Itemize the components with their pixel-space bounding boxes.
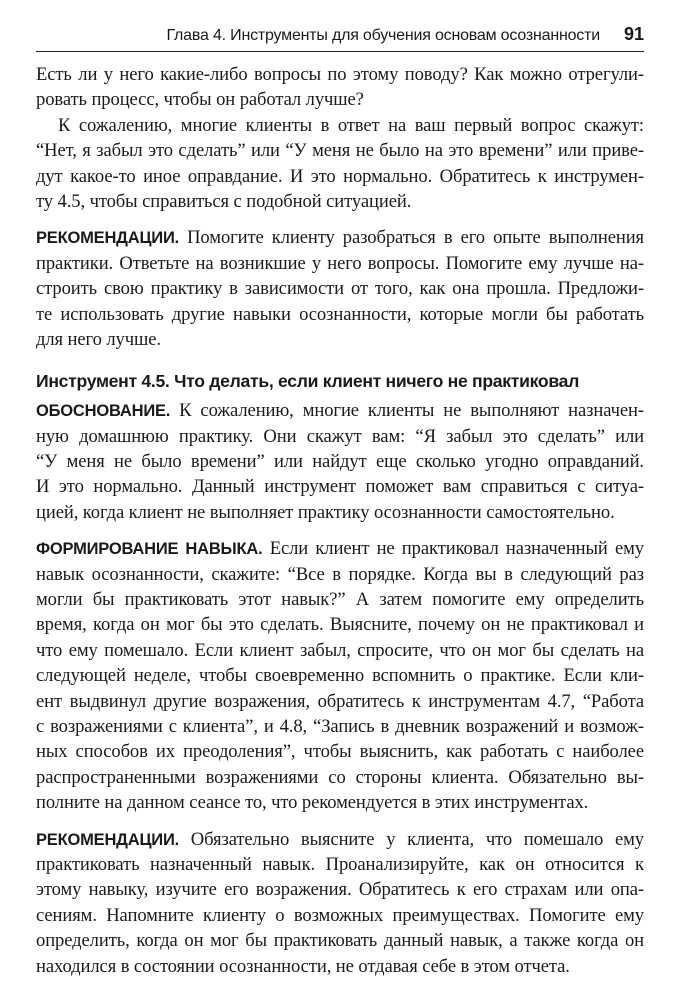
text-line: для него лучше. <box>36 328 161 350</box>
text-line: те использовать другие навыки осознанности, которые могли бы работать <box>36 303 644 325</box>
text-line: “Нет, я забыл это сделать” или “У меня не было на это времени” или приве- <box>36 140 644 162</box>
text-line: ных способов их преодоления”, чтобы выяснить, как работать с наиболее <box>36 741 644 763</box>
text-line: распространенными возражениями со стороны клиента. Обязательно вы- <box>36 766 644 788</box>
text-line: полните на данном сеансе то, что рекомендуется в этих инструментах. <box>36 792 589 814</box>
text-line: цией, когда клиент не выполняет практику осознанности самостоятельно. <box>36 501 615 523</box>
text-line: К сожалению, многие клиенты в ответ на ваш первый вопрос скажут: <box>58 114 644 136</box>
text-line: практики. Ответьте на возникшие у него вопросы. Помогите ему лучше на- <box>36 252 644 274</box>
text-line: что ему помешало. Если клиент забыл, спросите, что он мог бы сделать на <box>36 639 644 661</box>
running-header <box>36 24 644 52</box>
rationale-label: ОБОСНОВАНИЕ. <box>36 402 171 421</box>
text-line: сениям. Напомните клиенту о возможных преимуществах. Помогите ему <box>36 904 644 926</box>
text-line: могли бы практиковать этот навык?” А затем помогите ему определить <box>36 589 644 611</box>
text-line: этому навыку, изучите его возражения. Обратитесь к его страхам или опа- <box>36 879 644 901</box>
tool-heading: Инструмент 4.5. Что делать, если клиент ничего не практиковал <box>36 371 579 392</box>
rationale-text: К сожалению, многие клиенты не выполняют назначен- <box>170 400 644 422</box>
text-line <box>36 225 644 250</box>
chapter-title: Глава 4. Инструменты для обучения основам осознанности <box>166 27 600 44</box>
text-line: ровать процесс, чтобы он работал лучше? <box>36 89 364 111</box>
text-line: определить, когда он мог бы практиковать данный навык, а также когда он <box>36 930 644 952</box>
recommendations-text: Помогите клиенту разобраться в его опыте выполнения <box>179 227 644 249</box>
recommendations-text: Обязательно выясните у клиента, что помешало ему <box>179 828 644 850</box>
recommendations-label: РЕКОМЕНДАЦИИ. <box>36 229 180 248</box>
paragraph-unfortunately <box>36 113 644 215</box>
text-line <box>36 398 644 423</box>
skill-formation-label: ФОРМИРОВАНИЕ НАВЫКА. <box>36 540 263 559</box>
text-line <box>36 536 644 561</box>
text-line: практиковать назначенный навык. Проанализируйте, как он относится к <box>36 853 644 875</box>
text-line: следующей неделе, чтобы своевременно вспомнить о практике. Если кли- <box>36 665 644 687</box>
text-line: находился в состоянии осознанности, не отдавая себе в этом отчета. <box>36 955 570 977</box>
paragraph-continuation <box>36 62 644 113</box>
recommendations-label: РЕКОМЕНДАЦИИ. <box>36 830 180 849</box>
text-line: дут какое-то иное оправдание. И это нормально. Обратитесь к инструмен- <box>36 165 644 187</box>
skill-formation-text: Если клиент не практиковал назначенный ему <box>262 538 645 560</box>
text-line: навык осознанности, скажите: “Все в порядке. Когда вы в следующий раз <box>36 563 644 585</box>
book-page <box>36 24 644 979</box>
text-line: ную домашнюю практику. Они скажут вам: “Я забыл это сделать” или <box>36 425 644 447</box>
text-line: И это нормально. Данный инструмент поможет вам справиться с ситуа- <box>36 476 644 498</box>
text-line: строить свою практику в зависимости от того, как она прошла. Предложи- <box>36 278 644 300</box>
recommendations-section-1 <box>36 225 644 352</box>
skill-formation-section <box>36 536 644 815</box>
text-line: ту 4.5, чтобы справиться с подобной ситуацией. <box>36 190 412 212</box>
text-line: Есть ли у него какие-либо вопросы по этому поводу? Как можно отрегули- <box>36 64 644 85</box>
page-number: 91 <box>623 24 644 44</box>
text-line: с возражениями с клиента”, и 4.8, “Запись в дневник возражений и возмож- <box>36 715 644 737</box>
rationale-section <box>36 398 644 525</box>
text-line: ент выдвинул другие возражения, обратитесь к инструментам 4.7, “Работа <box>36 690 644 712</box>
text-line: “У меня не было времени” или найдут еще сколько угодно оправданий. <box>36 451 644 473</box>
recommendations-section-2 <box>36 827 644 979</box>
text-line <box>36 827 644 852</box>
text-line: время, когда он мог бы это сделать. Выясните, почему он не практиковал и <box>36 614 644 636</box>
